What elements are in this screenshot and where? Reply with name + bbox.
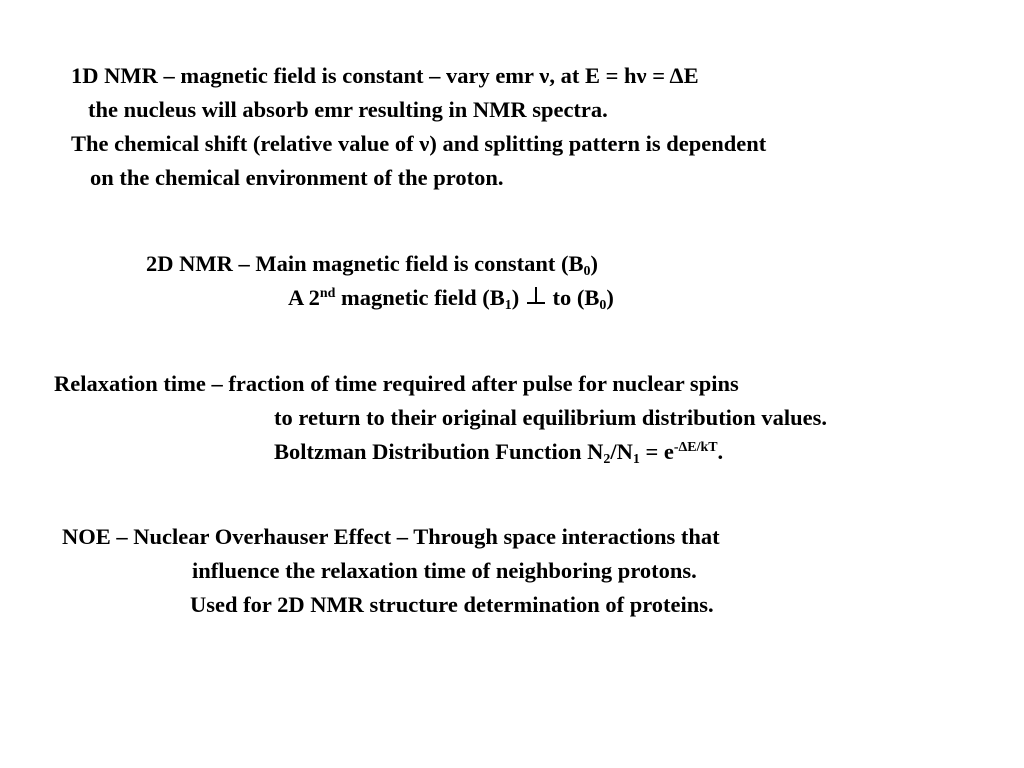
nmr-1d-text: ) and splitting pattern is dependent — [429, 131, 767, 156]
nmr-2d-line-1 — [146, 251, 598, 279]
nu-symbol: ν — [636, 63, 647, 88]
nmr-1d-text: E — [683, 63, 699, 88]
nmr-1d-text: The chemical shift (relative value of — [71, 131, 420, 156]
noe-text: NOE – Nuclear Overhauser Effect – Through space interactions that — [62, 524, 720, 549]
subscript: 0 — [583, 263, 591, 279]
nmr-2d-text: ) — [511, 285, 525, 310]
nu-symbol: ν — [539, 63, 550, 88]
nmr-2d-text: 2D NMR – Main magnetic field is constant (B — [146, 251, 584, 276]
subscript: 0 — [599, 297, 607, 313]
relaxation-text: . — [717, 439, 724, 464]
relaxation-line-1 — [54, 373, 739, 396]
noe-text: influence the relaxation time of neighboring protons. — [192, 558, 697, 583]
noe-line-3 — [190, 594, 714, 617]
superscript: nd — [319, 286, 336, 302]
relaxation-text: = e — [639, 439, 674, 464]
noe-line-1 — [62, 526, 720, 549]
nmr-2d-text: ) — [606, 285, 614, 310]
relaxation-line-2 — [274, 407, 827, 430]
noe-line-2 — [192, 560, 697, 583]
nmr-1d-line-1 — [71, 65, 699, 88]
subscript: 1 — [632, 451, 640, 467]
nmr-2d-line-2 — [288, 285, 614, 313]
nmr-2d-text: magnetic field (B — [335, 285, 505, 310]
subscript: 1 — [504, 297, 512, 313]
nmr-1d-text: 1D NMR – magnetic field is constant – vary emr — [71, 63, 540, 88]
relaxation-text: Boltzman Distribution Function N — [274, 439, 604, 464]
relaxation-text: /N — [610, 439, 633, 464]
nmr-2d-text: A 2 — [288, 285, 320, 310]
relaxation-text: Relaxation time – fraction of time required after pulse for nuclear spins — [54, 371, 739, 396]
nmr-1d-text: = — [646, 63, 670, 88]
relaxation-text: to return to their original equilibrium distribution values. — [274, 405, 827, 430]
noe-text: Used for 2D NMR structure determination of proteins. — [190, 592, 714, 617]
nmr-1d-line-2 — [88, 99, 608, 122]
perpendicular-icon — [525, 287, 547, 307]
nmr-1d-text: the nucleus will absorb emr resulting in NMR spectra. — [88, 97, 608, 122]
relaxation-line-3 — [274, 439, 724, 467]
nu-symbol: ν — [419, 131, 430, 156]
nmr-1d-text: , at E = h — [549, 63, 637, 88]
nmr-1d-line-3 — [71, 133, 766, 156]
nmr-1d-text: on the chemical environment of the proton. — [90, 165, 504, 190]
superscript: -ΔE/kT — [673, 440, 718, 456]
nmr-1d-line-4 — [90, 167, 504, 190]
nmr-2d-text: to (B — [546, 285, 600, 310]
delta-symbol: Δ — [669, 63, 684, 88]
subscript: 2 — [603, 451, 611, 467]
nmr-2d-text: ) — [590, 251, 598, 276]
